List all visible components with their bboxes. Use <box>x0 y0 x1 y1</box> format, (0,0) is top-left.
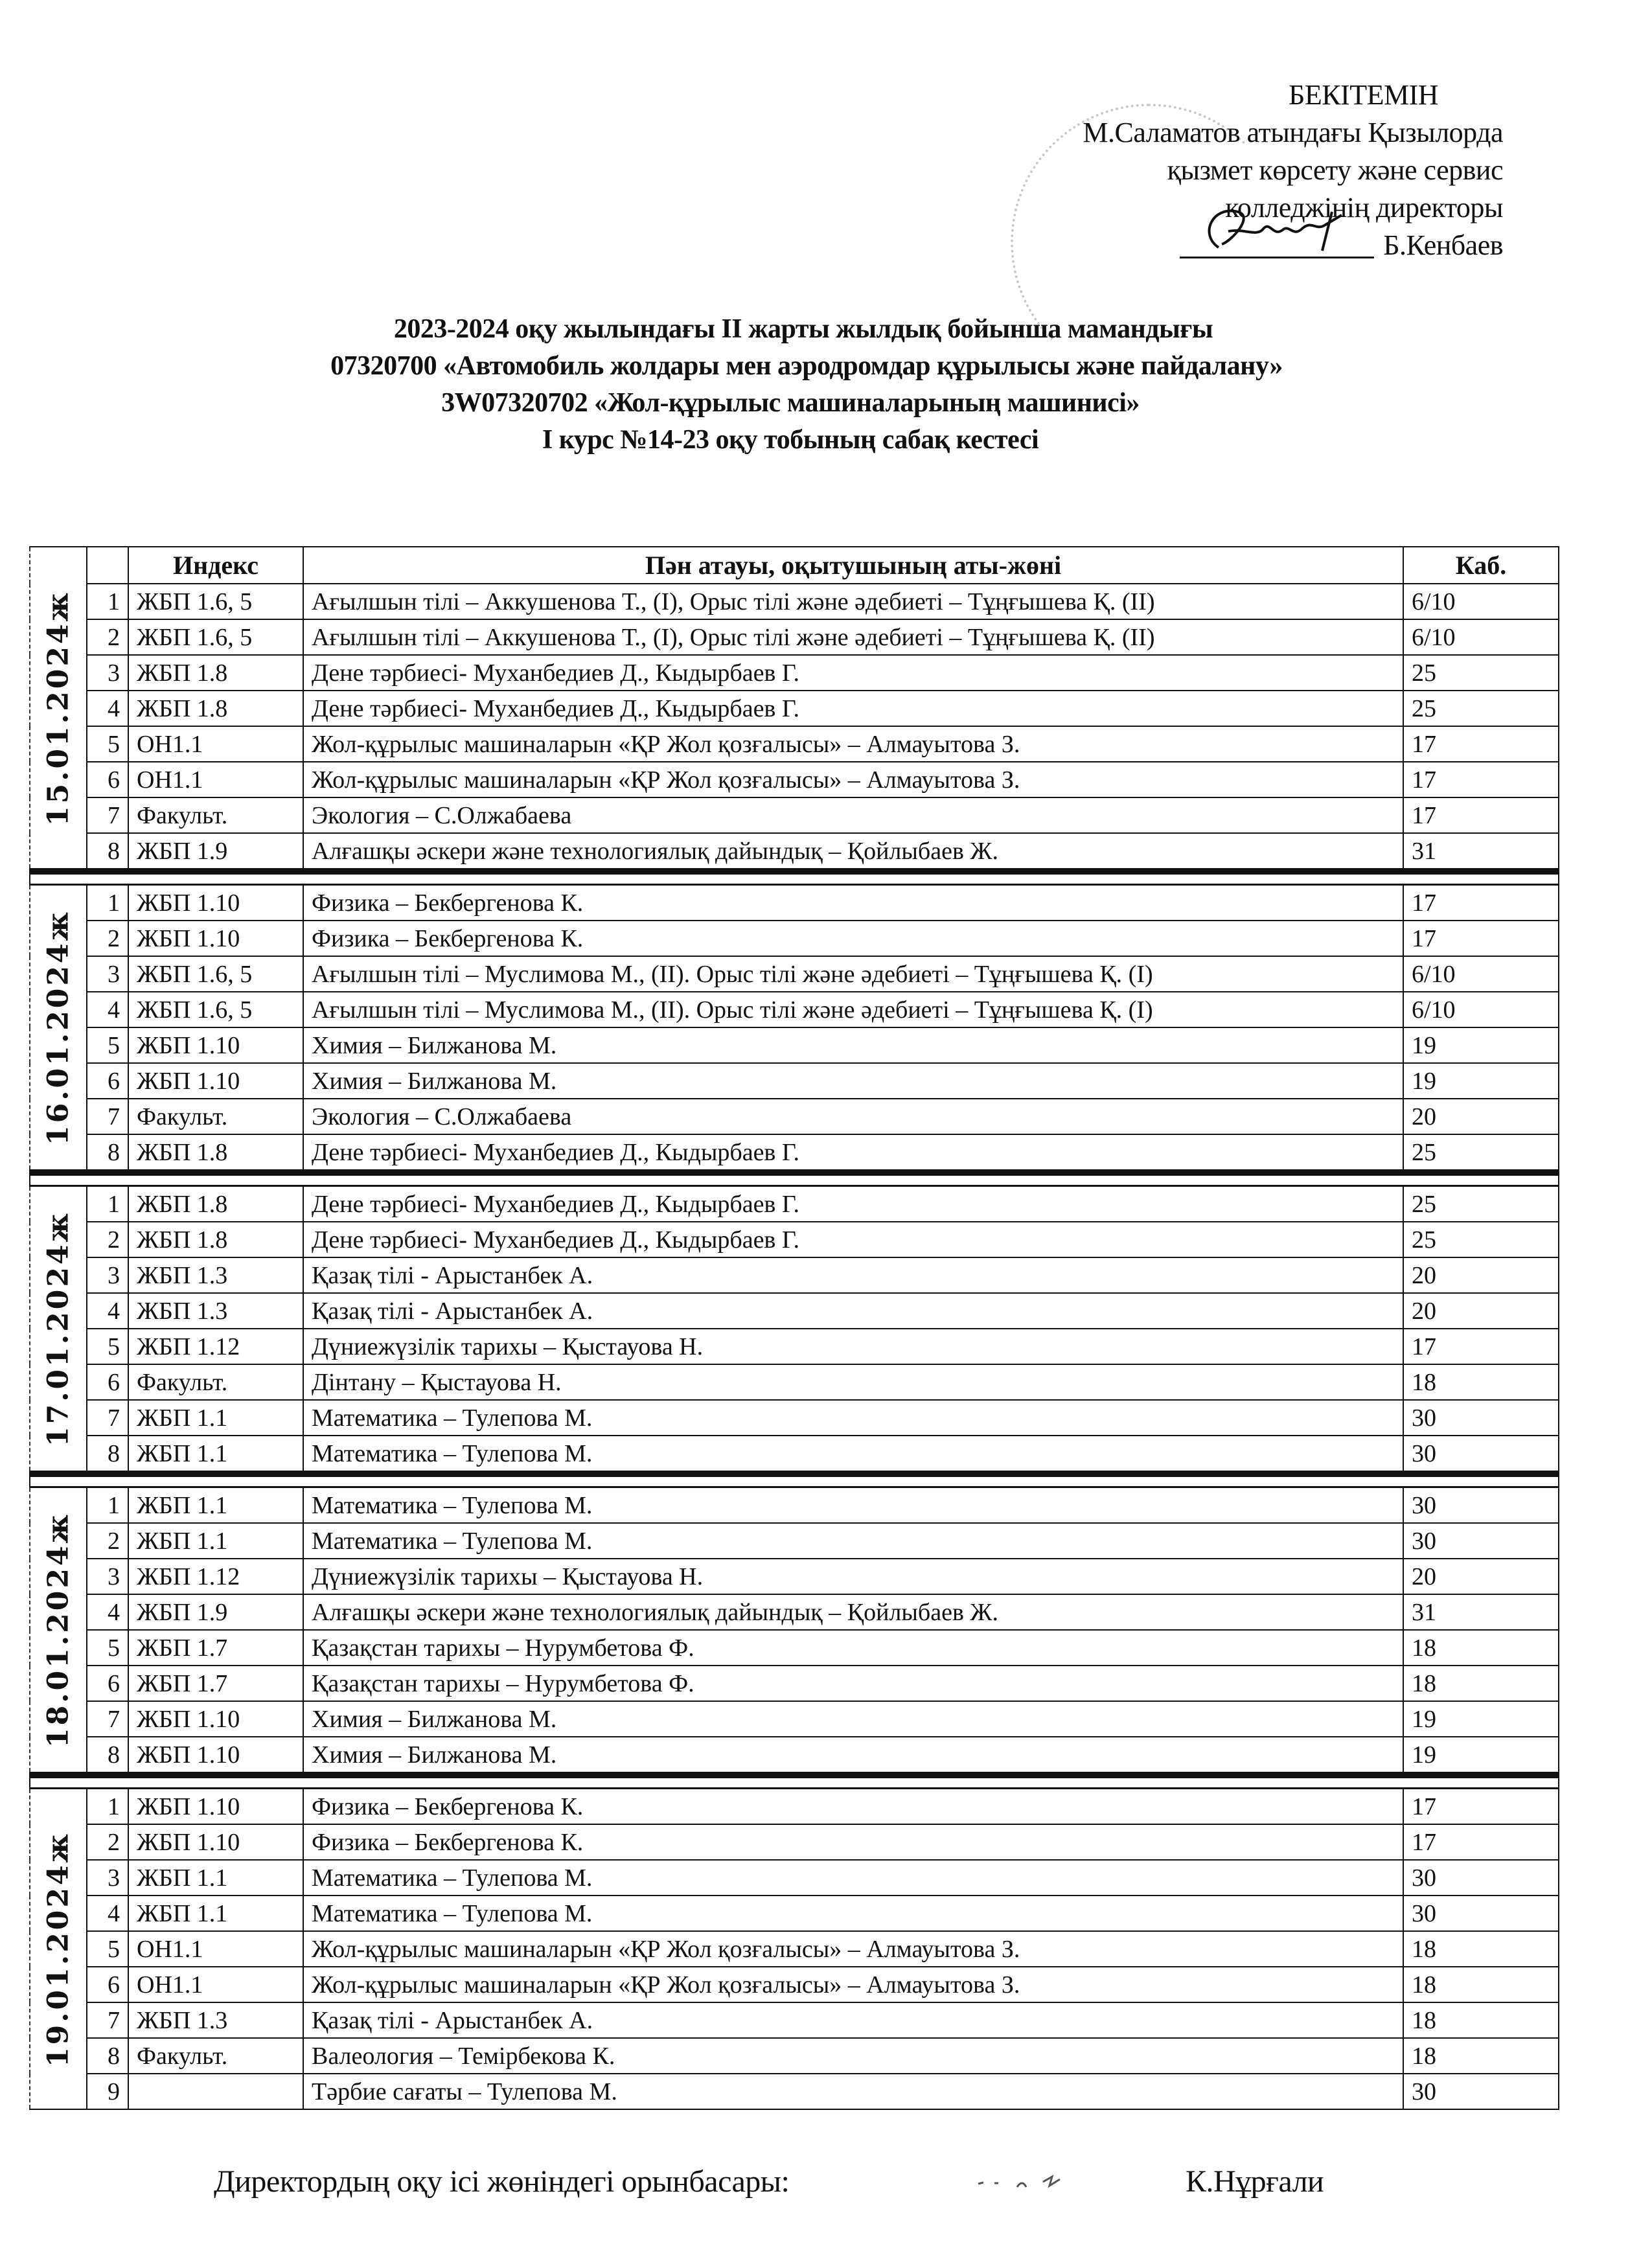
lesson-room: 18 <box>1403 2002 1559 2038</box>
table-row <box>30 2074 1559 2109</box>
table-header-row <box>30 547 1559 584</box>
lesson-index: ЖБП 1.6, 5 <box>128 619 303 655</box>
header-number <box>87 547 128 584</box>
lesson-index: ЖБП 1.7 <box>128 1630 303 1666</box>
lesson-room: 17 <box>1403 726 1559 762</box>
lesson-number: 8 <box>87 1436 128 1474</box>
day-separator <box>30 1775 1559 1789</box>
lesson-room: 20 <box>1403 1293 1559 1329</box>
lesson-subject: Физика – Бекбергенова К. <box>303 885 1403 921</box>
deputy-title: Директордың оқу ісі жөніндегі орынбасары: <box>214 2164 790 2199</box>
approval-line-2: қызмет көрсету және сервис <box>1167 154 1503 186</box>
lesson-room: 17 <box>1403 1824 1559 1860</box>
date-cell <box>30 547 87 871</box>
table-row <box>30 885 1559 921</box>
lesson-subject: Ағылшын тілі – Муслимова М., (ІІ). Орыс тілі және әдебиеті – Тұңғышева Қ. (І) <box>303 992 1403 1027</box>
table-row <box>30 992 1559 1027</box>
schedule-heading <box>0 311 1652 459</box>
day-separator <box>30 1173 1559 1186</box>
table-row <box>30 691 1559 726</box>
table-row <box>30 1824 1559 1860</box>
lesson-number: 3 <box>87 1559 128 1594</box>
day-separator-line <box>30 1474 1559 1487</box>
lesson-subject: Ағылшын тілі – Аккушенова Т., (І), Орыс тілі және әдебиеті – Тұңғышева Қ. (ІІ) <box>303 619 1403 655</box>
footer <box>214 2164 1324 2199</box>
header-room: Каб. <box>1403 547 1559 584</box>
lesson-room: 18 <box>1403 1630 1559 1666</box>
lesson-index: ЖБП 1.7 <box>128 1666 303 1701</box>
lesson-index: ЖБП 1.8 <box>128 1222 303 1257</box>
lesson-subject: Физика – Бекбергенова К. <box>303 1789 1403 1825</box>
heading-line-1: 2023-2024 оқу жылындағы ІІ жарты жылдық бойынша мамандығы <box>393 314 1213 344</box>
lesson-number: 4 <box>87 1594 128 1630</box>
lesson-index: Факульт. <box>128 797 303 833</box>
table-row <box>30 1222 1559 1257</box>
deputy-name: К.Нұрғали <box>1186 2164 1324 2199</box>
lesson-index: ЖБП 1.6, 5 <box>128 992 303 1027</box>
lesson-subject: Дене тәрбиесі- Муханбедиев Д., Кыдырбаев Г. <box>303 1134 1403 1173</box>
approval-title: БЕКІТЕМІН <box>1289 79 1438 111</box>
lesson-index: ЖБП 1.10 <box>128 1063 303 1099</box>
lesson-room: 18 <box>1403 1931 1559 1967</box>
table-row <box>30 655 1559 691</box>
lesson-room: 6/10 <box>1403 584 1559 619</box>
lesson-subject: Дене тәрбиесі- Муханбедиев Д., Кыдырбаев Г. <box>303 1186 1403 1222</box>
lesson-room: 30 <box>1403 1896 1559 1931</box>
lesson-number: 6 <box>87 1063 128 1099</box>
director-name: Б.Кенбаев <box>1383 229 1503 261</box>
date-cell <box>30 1487 87 1776</box>
lesson-number: 8 <box>87 1737 128 1775</box>
day-separator-line <box>30 1173 1559 1186</box>
lesson-index: ЖБП 1.8 <box>128 1186 303 1222</box>
table-row <box>30 1967 1559 2002</box>
lesson-subject: Дінтану – Қыстауова Н. <box>303 1364 1403 1400</box>
lesson-subject: Дене тәрбиесі- Муханбедиев Д., Кыдырбаев Г. <box>303 655 1403 691</box>
table-row <box>30 1896 1559 1931</box>
lesson-index: ЖБП 1.8 <box>128 1134 303 1173</box>
lesson-index: ЖБП 1.8 <box>128 691 303 726</box>
table-row <box>30 956 1559 992</box>
lesson-subject: Экология – С.Олжабаева <box>303 797 1403 833</box>
lesson-index: ЖБП 1.3 <box>128 1293 303 1329</box>
lesson-index: Факульт. <box>128 1099 303 1134</box>
lesson-number: 2 <box>87 1222 128 1257</box>
lesson-subject: Валеология – Темірбекова К. <box>303 2038 1403 2074</box>
lesson-index: ЖБП 1.6, 5 <box>128 956 303 992</box>
lesson-number: 3 <box>87 1860 128 1896</box>
lesson-index: ЖБП 1.3 <box>128 2002 303 2038</box>
lesson-number: 2 <box>87 619 128 655</box>
lesson-index: ЖБП 1.1 <box>128 1860 303 1896</box>
lesson-number: 1 <box>87 885 128 921</box>
lesson-index: ЖБП 1.9 <box>128 833 303 871</box>
table-row <box>30 833 1559 871</box>
lesson-room: 30 <box>1403 1436 1559 1474</box>
table-row <box>30 619 1559 655</box>
lesson-index: ЖБП 1.10 <box>128 1027 303 1063</box>
lesson-subject: Дене тәрбиесі- Муханбедиев Д., Кыдырбаев Г. <box>303 691 1403 726</box>
table-row <box>30 1329 1559 1364</box>
lesson-subject: Қазақстан тарихы – Нурумбетова Ф. <box>303 1666 1403 1701</box>
lesson-room: 19 <box>1403 1063 1559 1099</box>
lesson-subject: Экология – С.Олжабаева <box>303 1099 1403 1134</box>
lesson-number: 7 <box>87 1400 128 1436</box>
day-separator <box>30 871 1559 885</box>
table-row <box>30 1594 1559 1630</box>
lesson-number: 7 <box>87 2002 128 2038</box>
lesson-room: 17 <box>1403 762 1559 797</box>
lesson-index: ОН1.1 <box>128 1931 303 1967</box>
lesson-room: 25 <box>1403 1134 1559 1173</box>
day-date: 15.01.2024ж <box>41 590 75 826</box>
lesson-index: ЖБП 1.12 <box>128 1329 303 1364</box>
lesson-room: 18 <box>1403 1364 1559 1400</box>
lesson-index: ЖБП 1.6, 5 <box>128 584 303 619</box>
table-row <box>30 1134 1559 1173</box>
lesson-subject: Физика – Бекбергенова К. <box>303 1824 1403 1860</box>
lesson-index: ЖБП 1.1 <box>128 1896 303 1931</box>
lesson-number: 6 <box>87 1666 128 1701</box>
lesson-number: 5 <box>87 726 128 762</box>
lesson-room: 25 <box>1403 1186 1559 1222</box>
lesson-index: ЖБП 1.1 <box>128 1523 303 1559</box>
day-separator-line <box>30 1775 1559 1789</box>
lesson-number: 1 <box>87 1186 128 1222</box>
lesson-number: 3 <box>87 956 128 992</box>
lesson-subject: Химия – Билжанова М. <box>303 1701 1403 1737</box>
table-row <box>30 1559 1559 1594</box>
lesson-number: 2 <box>87 921 128 956</box>
lesson-room: 31 <box>1403 1594 1559 1630</box>
lesson-room: 20 <box>1403 1559 1559 1594</box>
lesson-subject: Математика – Тулепова М. <box>303 1400 1403 1436</box>
lesson-subject: Дүниежүзілік тарихы – Қыстауова Н. <box>303 1329 1403 1364</box>
lesson-number: 4 <box>87 1293 128 1329</box>
lesson-index: ЖБП 1.3 <box>128 1257 303 1293</box>
table-row <box>30 1364 1559 1400</box>
lesson-room: 17 <box>1403 885 1559 921</box>
lesson-index: ЖБП 1.9 <box>128 1594 303 1630</box>
signature-icon <box>1193 202 1348 254</box>
lesson-subject: Қазақ тілі - Арыстанбек А. <box>303 2002 1403 2038</box>
lesson-subject: Жол-құрылыс машиналарын «ҚР Жол қозғалысы» – Алмауытова З. <box>303 1931 1403 1967</box>
lesson-subject: Жол-құрылыс машиналарын «ҚР Жол қозғалысы» – Алмауытова З. <box>303 1967 1403 2002</box>
lesson-room: 6/10 <box>1403 619 1559 655</box>
lesson-room: 30 <box>1403 1487 1559 1524</box>
lesson-subject: Химия – Билжанова М. <box>303 1027 1403 1063</box>
lesson-subject: Қазақстан тарихы – Нурумбетова Ф. <box>303 1630 1403 1666</box>
lesson-subject: Қазақ тілі - Арыстанбек А. <box>303 1257 1403 1293</box>
lesson-room: 6/10 <box>1403 956 1559 992</box>
lesson-subject: Математика – Тулепова М. <box>303 1523 1403 1559</box>
table-row <box>30 1257 1559 1293</box>
lesson-index: Факульт. <box>128 2038 303 2074</box>
lesson-number: 2 <box>87 1523 128 1559</box>
lesson-number: 8 <box>87 2038 128 2074</box>
lesson-subject: Математика – Тулепова М. <box>303 1487 1403 1524</box>
lesson-subject: Физика – Бекбергенова К. <box>303 921 1403 956</box>
table-row <box>30 726 1559 762</box>
table-row <box>30 1400 1559 1436</box>
lesson-subject: Ағылшын тілі – Муслимова М., (ІІ). Орыс тілі және әдебиеті – Тұңғышева Қ. (І) <box>303 956 1403 992</box>
lesson-number: 2 <box>87 1824 128 1860</box>
table-row <box>30 1860 1559 1896</box>
lesson-index: ЖБП 1.10 <box>128 1789 303 1825</box>
lesson-subject: Алғашқы әскери және технологиялық дайындық – Қойлыбаев Ж. <box>303 1594 1403 1630</box>
table-row <box>30 2002 1559 2038</box>
table-row <box>30 1737 1559 1775</box>
lesson-index: ЖБП 1.10 <box>128 885 303 921</box>
lesson-number: 9 <box>87 2074 128 2109</box>
lesson-number: 6 <box>87 1364 128 1400</box>
lesson-number: 1 <box>87 1789 128 1825</box>
lesson-index: ОН1.1 <box>128 1967 303 2002</box>
lesson-subject: Тәрбие сағаты – Тулепова М. <box>303 2074 1403 2109</box>
lesson-room: 17 <box>1403 1329 1559 1364</box>
table-row <box>30 1630 1559 1666</box>
lesson-subject: Математика – Тулепова М. <box>303 1436 1403 1474</box>
lesson-number: 8 <box>87 1134 128 1173</box>
lesson-index: ЖБП 1.8 <box>128 655 303 691</box>
table-row <box>30 1063 1559 1099</box>
header-index: Индекс <box>128 547 303 584</box>
lesson-room: 17 <box>1403 921 1559 956</box>
lesson-room: 18 <box>1403 1967 1559 2002</box>
lesson-number: 7 <box>87 1099 128 1134</box>
lesson-subject: Математика – Тулепова М. <box>303 1896 1403 1931</box>
lesson-room: 30 <box>1403 1400 1559 1436</box>
lesson-index: ЖБП 1.10 <box>128 1701 303 1737</box>
lesson-index: ЖБП 1.1 <box>128 1487 303 1524</box>
heading-line-2: 07320700 «Автомобиль жолдары мен аэродромдар құрылысы және пайдалану» <box>330 351 1283 381</box>
lesson-number: 8 <box>87 833 128 871</box>
lesson-index: ОН1.1 <box>128 726 303 762</box>
lesson-number: 5 <box>87 1630 128 1666</box>
lesson-index <box>128 2074 303 2109</box>
lesson-room: 25 <box>1403 691 1559 726</box>
approval-block <box>1083 76 1503 264</box>
lesson-subject: Химия – Билжанова М. <box>303 1737 1403 1775</box>
lesson-number: 1 <box>87 584 128 619</box>
table-row <box>30 1293 1559 1329</box>
heading-line-4: І курс №14-23 оқу тобының сабақ кестесі <box>542 425 1039 455</box>
lesson-room: 20 <box>1403 1099 1559 1134</box>
lesson-subject: Қазақ тілі - Арыстанбек А. <box>303 1293 1403 1329</box>
approval-line-3: колледжінің директоры <box>1225 192 1503 223</box>
table-row <box>30 2038 1559 2074</box>
table-row <box>30 1487 1559 1524</box>
deputy-signature-icon <box>972 2168 1101 2194</box>
table-row <box>30 1523 1559 1559</box>
lesson-subject: Жол-құрылыс машиналарын «ҚР Жол қозғалысы» – Алмауытова З. <box>303 726 1403 762</box>
lesson-subject: Дүниежүзілік тарихы – Қыстауова Н. <box>303 1559 1403 1594</box>
lesson-room: 31 <box>1403 833 1559 871</box>
heading-line-3: 3W07320702 «Жол-құрылыс машиналарының машинисі» <box>441 388 1140 418</box>
lesson-room: 19 <box>1403 1737 1559 1775</box>
schedule-table <box>29 546 1559 2110</box>
table-row <box>30 1436 1559 1474</box>
table-row <box>30 1931 1559 1967</box>
lesson-index: Факульт. <box>128 1364 303 1400</box>
lesson-number: 5 <box>87 1931 128 1967</box>
table-row <box>30 1099 1559 1134</box>
lesson-room: 20 <box>1403 1257 1559 1293</box>
lesson-index: ЖБП 1.10 <box>128 1824 303 1860</box>
lesson-index: ЖБП 1.1 <box>128 1436 303 1474</box>
lesson-room: 17 <box>1403 1789 1559 1825</box>
lesson-number: 7 <box>87 797 128 833</box>
table-row <box>30 1666 1559 1701</box>
lesson-number: 5 <box>87 1329 128 1364</box>
lesson-subject: Ағылшын тілі – Аккушенова Т., (І), Орыс тілі және әдебиеті – Тұңғышева Қ. (ІІ) <box>303 584 1403 619</box>
lesson-number: 6 <box>87 762 128 797</box>
table-row <box>30 921 1559 956</box>
approval-line-1: М.Саламатов атындағы Қызылорда <box>1083 117 1503 148</box>
lesson-number: 3 <box>87 1257 128 1293</box>
lesson-subject: Жол-құрылыс машиналарын «ҚР Жол қозғалысы» – Алмауытова З. <box>303 762 1403 797</box>
header-subject: Пән атауы, оқытушының аты-жөні <box>303 547 1403 584</box>
lesson-number: 6 <box>87 1967 128 2002</box>
table-row <box>30 1701 1559 1737</box>
lesson-room: 30 <box>1403 1523 1559 1559</box>
lesson-number: 4 <box>87 691 128 726</box>
lesson-subject: Дене тәрбиесі- Муханбедиев Д., Кыдырбаев Г. <box>303 1222 1403 1257</box>
table-row <box>30 1027 1559 1063</box>
lesson-subject: Химия – Билжанова М. <box>303 1063 1403 1099</box>
lesson-room: 19 <box>1403 1701 1559 1737</box>
lesson-subject: Математика – Тулепова М. <box>303 1860 1403 1896</box>
day-date: 19.01.2024ж <box>41 1831 75 2067</box>
lesson-number: 5 <box>87 1027 128 1063</box>
day-date: 17.01.2024ж <box>41 1211 75 1447</box>
lesson-index: ЖБП 1.10 <box>128 1737 303 1775</box>
lesson-index: ЖБП 1.12 <box>128 1559 303 1594</box>
lesson-room: 6/10 <box>1403 992 1559 1027</box>
table-row <box>30 762 1559 797</box>
table-row <box>30 584 1559 619</box>
lesson-room: 17 <box>1403 797 1559 833</box>
date-cell <box>30 885 87 1173</box>
table-row <box>30 1789 1559 1825</box>
lesson-number: 4 <box>87 1896 128 1931</box>
table-row <box>30 797 1559 833</box>
lesson-room: 25 <box>1403 1222 1559 1257</box>
lesson-subject: Алғашқы әскери және технологиялық дайындық – Қойлыбаев Ж. <box>303 833 1403 871</box>
lesson-index: ЖБП 1.1 <box>128 1400 303 1436</box>
lesson-number: 1 <box>87 1487 128 1524</box>
date-cell <box>30 1789 87 2110</box>
lesson-room: 19 <box>1403 1027 1559 1063</box>
lesson-room: 30 <box>1403 2074 1559 2109</box>
date-cell <box>30 1186 87 1474</box>
lesson-room: 18 <box>1403 2038 1559 2074</box>
lesson-number: 7 <box>87 1701 128 1737</box>
lesson-index: ЖБП 1.10 <box>128 921 303 956</box>
signature-line <box>1180 257 1374 258</box>
lesson-room: 30 <box>1403 1860 1559 1896</box>
lesson-number: 3 <box>87 655 128 691</box>
lesson-room: 25 <box>1403 655 1559 691</box>
schedule-body <box>30 547 1559 2109</box>
day-separator <box>30 1474 1559 1487</box>
day-separator-line <box>30 871 1559 885</box>
lesson-room: 18 <box>1403 1666 1559 1701</box>
day-date: 18.01.2024ж <box>41 1512 75 1748</box>
day-date: 16.01.2024ж <box>41 910 75 1145</box>
table-row <box>30 1186 1559 1222</box>
lesson-index: ОН1.1 <box>128 762 303 797</box>
lesson-number: 4 <box>87 992 128 1027</box>
